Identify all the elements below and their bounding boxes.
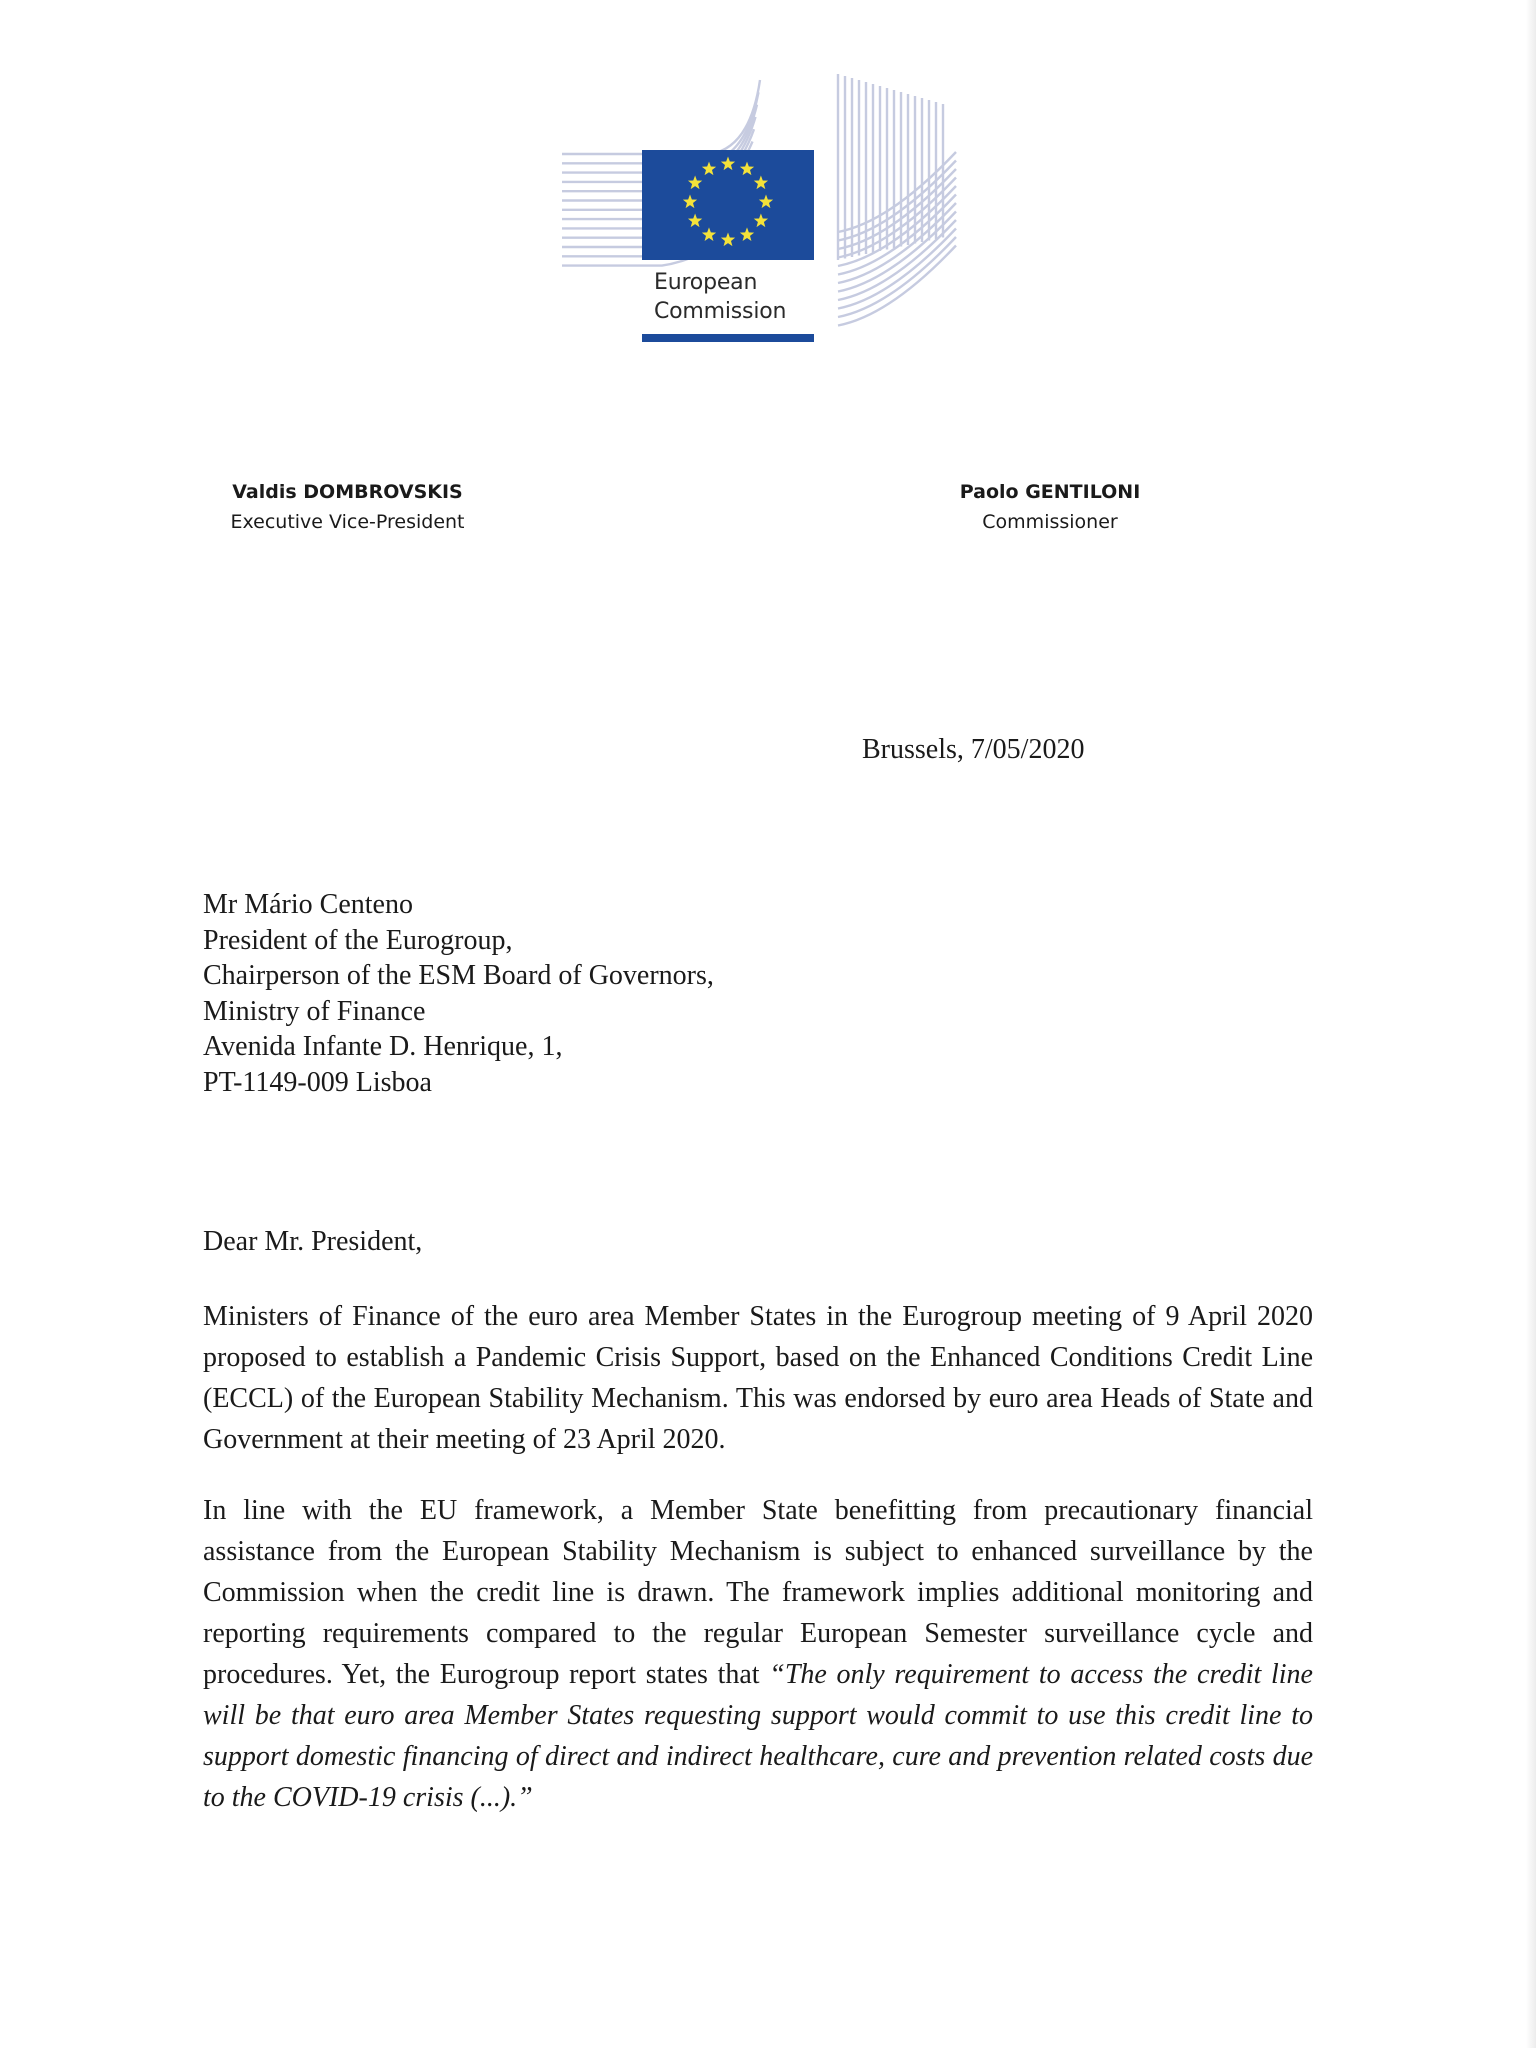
paragraph-text: In line with the EU framework, a Member State benefitting from precautionary financial assistance from the European Stability Mechanism is subject to enhanced surveillance by the Commission when the credit line is drawn. The framework implies additional monitoring and reporting requirements compared to the regular European Semester surveillance cycle and procedures. Yet, the Eurogroup report states that	[203, 1495, 1313, 1690]
signatory-left	[225, 477, 470, 537]
signatory-name: Paolo GENTILONI	[959, 481, 1141, 503]
signatory-right	[950, 477, 1150, 537]
eurogroup-quote: “The only requirement to access the credit line will be that euro area Member States requesting support would commit to use this credit line to support domestic financing of direct and indirect healthcare, cure and prevention related costs due to the COVID-19 crisis (...).”	[203, 1659, 1313, 1813]
letter-date: Brussels, 7/05/2020	[862, 734, 1085, 765]
signatory-title: Executive Vice-President	[230, 511, 465, 533]
address-line: Avenida Infante D. Henrique, 1,	[203, 1031, 563, 1062]
address-line: President of the Eurogroup,	[203, 924, 513, 956]
signatory-title: Commissioner	[982, 511, 1118, 533]
page-edge-shadow	[1526, 0, 1536, 2048]
signatory-name: Valdis DOMBROVSKIS	[232, 481, 463, 503]
address-line: Chairperson of the ESM Board of Governors,	[203, 960, 714, 991]
address-line: PT-1149-009 Lisboa	[203, 1066, 432, 1098]
recipient-address	[203, 887, 714, 1100]
european-commission-logo	[560, 70, 960, 345]
address-line: Mr Mário Centeno	[203, 889, 413, 920]
logo-underline	[642, 334, 814, 342]
address-line: Ministry of Finance	[203, 995, 426, 1027]
body-paragraph-1: Ministers of Finance of the euro area Member States in the Eurogroup meeting of 9 April 2020 proposed to establish a Pandemic Crisis Support, based on the Enhanced Conditions Credit Line (ECCL) of the European Stability Mechanism. This was endorsed by euro area Heads of State and Government at their meeting of 23 April 2020.	[203, 1301, 1313, 1455]
logo-text-line1: European	[654, 270, 758, 295]
logo-text-line2: Commission	[654, 299, 787, 324]
salutation: Dear Mr. President,	[203, 1226, 423, 1257]
body-paragraph-2	[203, 1490, 1313, 1818]
